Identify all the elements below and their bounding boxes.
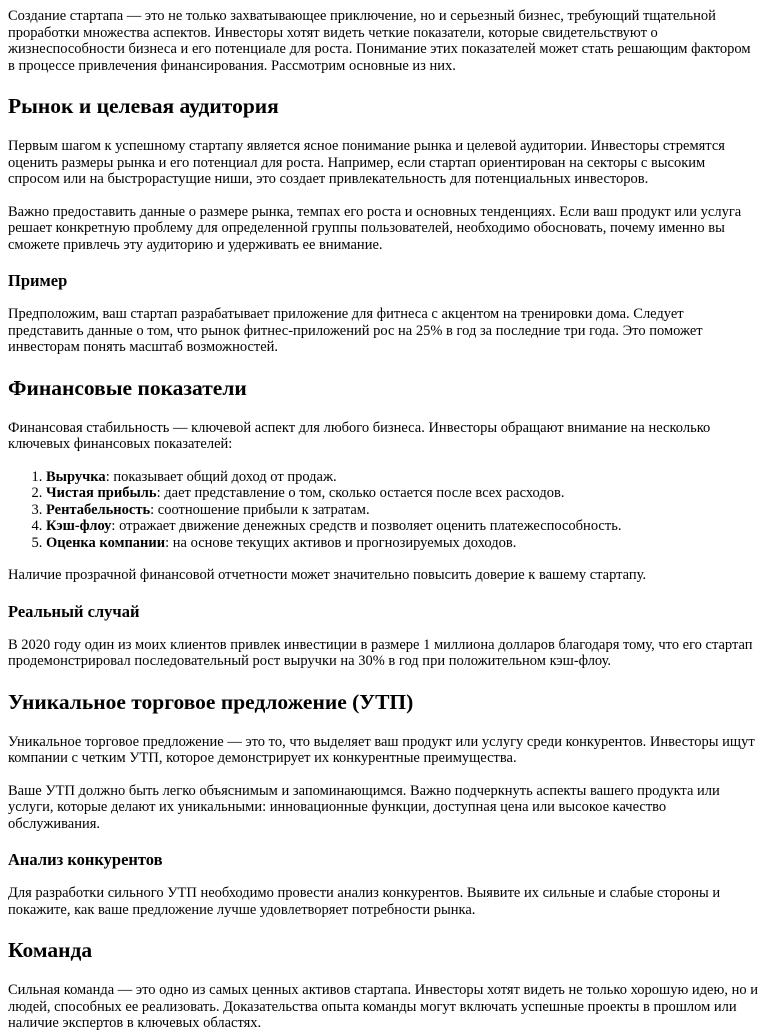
- list-item: [46, 469, 760, 486]
- market-paragraph-2: Важно предоставить данные о размере рынка, темпах его роста и основных тенденциях. Если ваш продукт или услуга решает конкретную проблему для определенной группы пользователей, необходимо обосновать, почему именно вы сможете привлечь эту аудиторию и удерживать ее внимание.: [8, 203, 742, 253]
- subheading-competitors: Анализ конкурентов: [8, 850, 163, 869]
- market-paragraph-1: Первым шагом к успешному стартапу является ясное понимание рынка и целевой аудитории. Инвесторы стремятся оценить размеры рынка и его потенциал для роста. Например, если стартап ориентирован на секторы с высоким спросом или на быстрорастущие ниши, это создает привлекательность для потенциальных инвесторов.: [8, 138, 725, 187]
- example-paragraph: Предположим, ваш стартап разрабатывает приложение для фитнеса с акцентом на тренировки дома. Следует представить данные о том, что рынок фитнес-приложений рос на 25% в год за последние три года. Это поможет инвесторам понять масштаб возможностей.: [8, 306, 703, 355]
- list-item: [46, 502, 760, 519]
- usp-paragraph-1: Уникальное торговое предложение — это то, что выделяет ваш продукт или услугу среди конкурентов. Инвесторы ищут компании с четким УТП, которое демонстрирует их конкурентные преимущества.: [8, 733, 755, 766]
- metric-desc: : на основе текущих активов и прогнозируемых доходов.: [165, 534, 517, 551]
- metric-desc: : показывает общий доход от продаж.: [105, 468, 337, 485]
- metric-desc: : отражает движение денежных средств и позволяет оценить платежеспособность.: [111, 518, 622, 534]
- case-paragraph: В 2020 году один из моих клиентов привлек инвестиции в размере 1 миллиона долларов благодаря тому, что его стартап продемонстрировал последовательный рост выручки на 30% в год при положительном кэш-флоу.: [8, 636, 753, 669]
- finance-paragraph-2: Наличие прозрачной финансовой отчетности может значительно повысить доверие к вашему стартапу.: [8, 567, 647, 583]
- list-item: [46, 485, 760, 502]
- metric-desc: : соотношение прибыли к затратам.: [150, 501, 370, 518]
- metric-term: Оценка компании: [46, 534, 166, 551]
- list-item: [46, 518, 760, 535]
- subheading-case: Реальный случай: [8, 601, 140, 621]
- section-heading-market: Рынок и целевая аудитория: [8, 94, 279, 118]
- metric-term: Выручка: [46, 468, 106, 485]
- section-heading-finance: Финансовые показатели: [8, 375, 247, 400]
- section-heading-team: Команда: [8, 938, 93, 962]
- list-item: [46, 535, 760, 552]
- intro-paragraph: Создание стартапа — это не только захватывающее приключение, но и серьезный бизнес, требующий тщательной проработки множества аспектов. Инвесторы хотят видеть четкие показатели, которые свидетельствуют о жизнеспособности бизнеса и его потенциале для роста. Понимание этих показателей может стать решающим фактором в процессе привлечения финансирования. Рассмотрим основные из них.: [8, 8, 751, 74]
- metric-desc: : дает представление о том, сколько остается после всех расходов.: [156, 485, 565, 501]
- metric-term: Чистая прибыль: [46, 485, 157, 501]
- section-heading-usp: Уникальное торговое предложение (УТП): [8, 689, 414, 714]
- competitors-paragraph: Для разработки сильного УТП необходимо провести анализ конкурентов. Выявите их сильные и слабые стороны и покажите, как ваше предложение лучше удовлетворяет потребности рынка.: [8, 885, 721, 918]
- team-paragraph-1: Сильная команда — это одно из самых ценных активов стартапа. Инвесторы хотят видеть не только хорошую идею, но и людей, способных ее реализовать. Доказательства опыта команды могут включать успешные проекты в прошлом или наличие экспертов в ключевых областях.: [8, 982, 758, 1031]
- finance-paragraph-1: Финансовая стабильность — ключевой аспект для любого бизнеса. Инвесторы обращают внимание на несколько ключевых финансовых показателей:: [8, 419, 711, 452]
- metric-term: Рентабельность: [46, 501, 151, 518]
- metric-term: Кэш-флоу: [46, 518, 112, 534]
- usp-paragraph-2: Ваше УТП должно быть легко объяснимым и запоминающимся. Важно подчеркнуть аспекты вашего продукта или услуги, которые делают их уникальными: инновационные функции, доступная цена или высокое качество обслуживания.: [8, 782, 720, 832]
- finance-metrics-list: [8, 469, 760, 552]
- subheading-example: Пример: [8, 271, 68, 290]
